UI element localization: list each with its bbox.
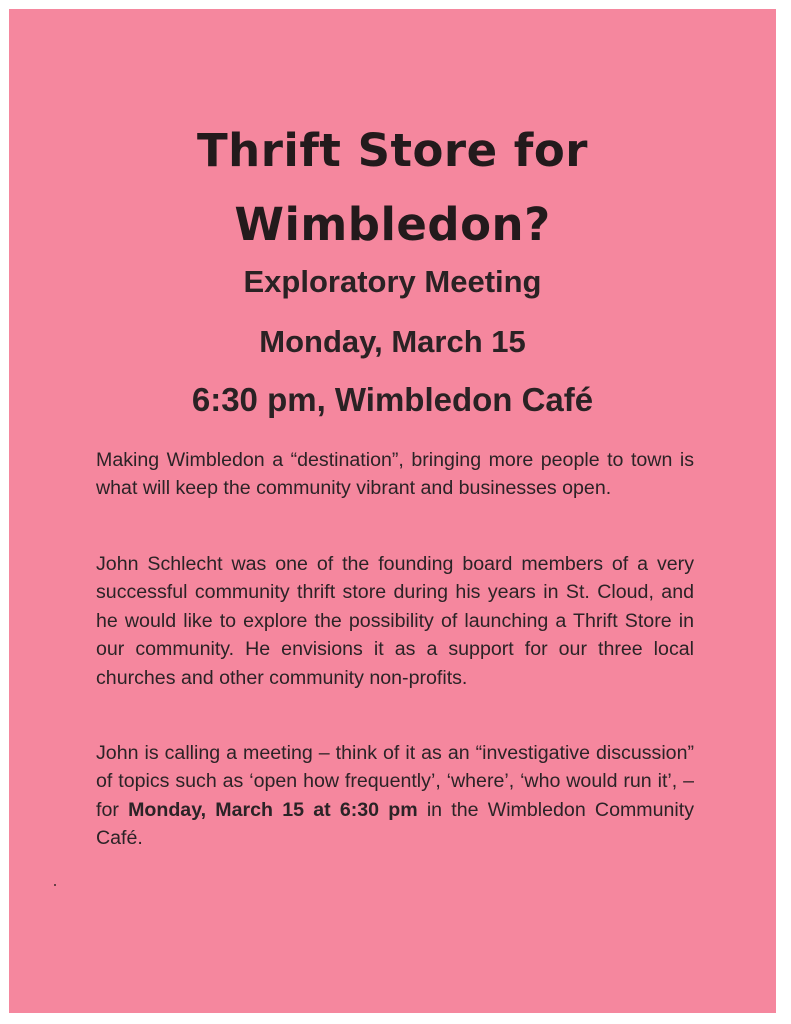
paragraph-john-schlecht: John Schlecht was one of the founding board members of a very successful community thrift store during his years in St. Cloud, and he would like to explore the possibility of launching a Thrift Store in our community. He envisions it as a support for our three local churches and other community non-profits. — [96, 553, 694, 689]
paper-speck — [54, 884, 56, 886]
meeting-date: Monday, March 15 — [259, 324, 526, 359]
flyer-subtitle: Exploratory Meeting — [243, 264, 542, 299]
paragraph-meeting-location: in the Wimbledon Community Café. — [96, 798, 694, 850]
flyer-page — [9, 9, 776, 1013]
paragraph-destination: Making Wimbledon a “destination”, bringing more people to town is what will keep the community vibrant and businesses open. — [96, 449, 694, 500]
paragraph-meeting-intro: John is calling a meeting – think of it as an “investigative discussion” of topics such as ‘open how frequently’, ‘where’, ‘who would run it’, – for — [96, 742, 694, 821]
flyer-title-line-2: Wimbledon? — [234, 198, 551, 251]
meeting-time-place: 6:30 pm, Wimbledon Café — [191, 381, 594, 418]
flyer-title-line-1: Thrift Store for — [196, 124, 588, 177]
paragraph-meeting-datetime: Monday, March 15 at 6:30 pm — [128, 798, 418, 821]
paragraph-meeting-call — [96, 739, 694, 853]
